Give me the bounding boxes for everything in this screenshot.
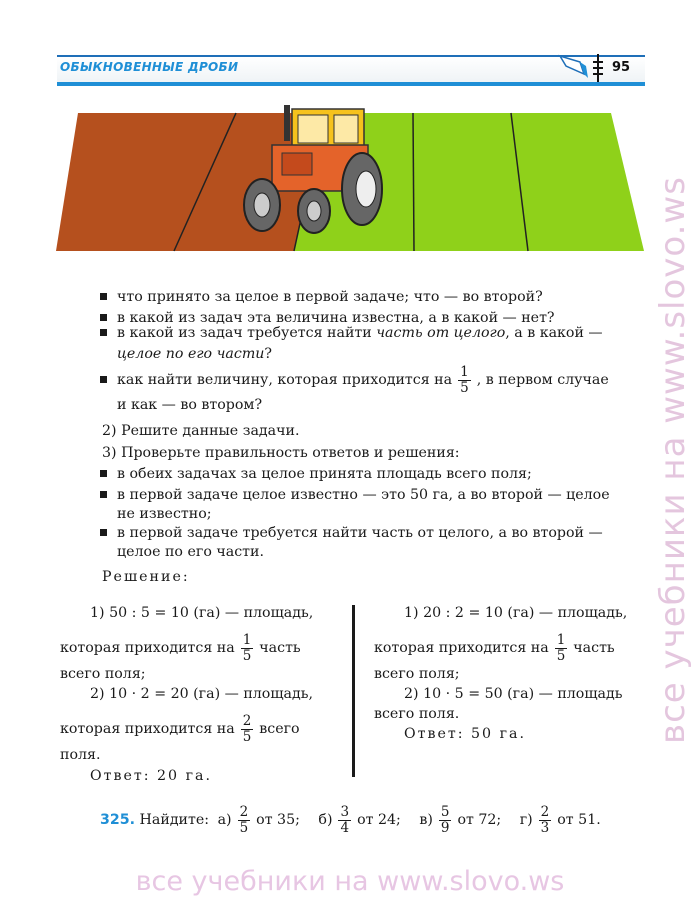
- right-answer: Ответ: 50 га.: [404, 726, 526, 742]
- pencil-icon: [558, 52, 608, 88]
- page-number: 95: [612, 60, 631, 75]
- step-2: 2) Решите данные задачи.: [102, 423, 300, 439]
- check-1: в обеих задачах за целое принята площадь всего поля;: [100, 464, 532, 485]
- solution-label: Решение:: [102, 569, 190, 585]
- header-underline: [57, 82, 645, 86]
- bullet-icon: [100, 314, 107, 321]
- right-line-4: 2) 10 · 5 = 50 (га) — площадь: [404, 686, 623, 702]
- check-2: в первой задаче целое известно — это 50 га, а во второй — целое: [100, 485, 610, 506]
- column-divider: [352, 605, 355, 777]
- question-1: что принято за целое в первой задаче; что — во второй?: [100, 287, 543, 308]
- left-line-3: всего поля;: [60, 666, 146, 682]
- side-watermark: все учебники на www.slovo.ws: [653, 176, 693, 744]
- fraction-right-1: $\frac{1}{5}$: [556, 631, 566, 664]
- left-answer: Ответ: 20 га.: [90, 768, 212, 784]
- left-line-5: которая приходится на $\frac{2}{5}$ всего: [60, 712, 300, 745]
- bullet-icon: [100, 329, 107, 336]
- bullet-icon: [100, 470, 107, 477]
- question-4: как найти величину, которая приходится на $\frac{1}{5}$ , в первом случае: [100, 360, 609, 400]
- right-line-1: 1) 20 : 2 = 10 (га) — площадь,: [404, 605, 628, 621]
- bullet-icon: [100, 491, 107, 498]
- check-3-cont: целое по его части.: [117, 544, 264, 560]
- fraction-one-fifth: $\frac{1}{5}$: [460, 363, 469, 396]
- left-line-2: которая приходится на $\frac{1}{5}$ часть: [60, 631, 301, 664]
- question-4-cont: и как — во втором?: [117, 397, 263, 413]
- exercise-325: 325. Найдите: а) $\frac{2}{5}$ от 35; б) $\frac{3}{4}$ от 24; в) $\frac{5}{9}$ от 72; г) $\frac{2}{3}$ от 51.: [100, 803, 601, 836]
- left-line-4: 2) 10 · 2 = 20 (га) — площадь,: [90, 686, 313, 702]
- bullet-icon: [100, 376, 107, 383]
- fraction-left-1: $\frac{1}{5}$: [242, 631, 252, 664]
- question-2: в какой из задач эта величина известна, а в какой — нет?: [100, 308, 555, 329]
- right-line-5: всего поля.: [374, 706, 460, 722]
- left-line-6: поля.: [60, 747, 101, 763]
- check-2-cont: не известно;: [117, 506, 212, 522]
- right-line-3: всего поля;: [374, 666, 460, 682]
- step-3: 3) Проверьте правильность ответов и решения:: [102, 445, 460, 461]
- section-title: ОБЫКНОВЕННЫЕ ДРОБИ: [60, 60, 239, 74]
- fraction-left-2: $\frac{2}{5}$: [242, 712, 252, 745]
- question-3-cont: целое по его части?: [117, 346, 273, 362]
- bullet-icon: [100, 293, 107, 300]
- exercise-number: 325.: [100, 812, 136, 828]
- question-3: в какой из задач требуется найти часть от целого, а в какой —: [100, 323, 603, 344]
- bullet-icon: [100, 529, 107, 536]
- bottom-watermark[interactable]: все учебники на www.slovo.ws: [135, 866, 565, 897]
- check-3: в первой задаче требуется найти часть от целого, а во второй —: [100, 523, 603, 544]
- field-illustration: [56, 95, 646, 255]
- right-line-2: которая приходится на $\frac{1}{5}$ часть: [374, 631, 615, 664]
- left-line-1: 1) 50 : 5 = 10 (га) — площадь,: [90, 605, 314, 621]
